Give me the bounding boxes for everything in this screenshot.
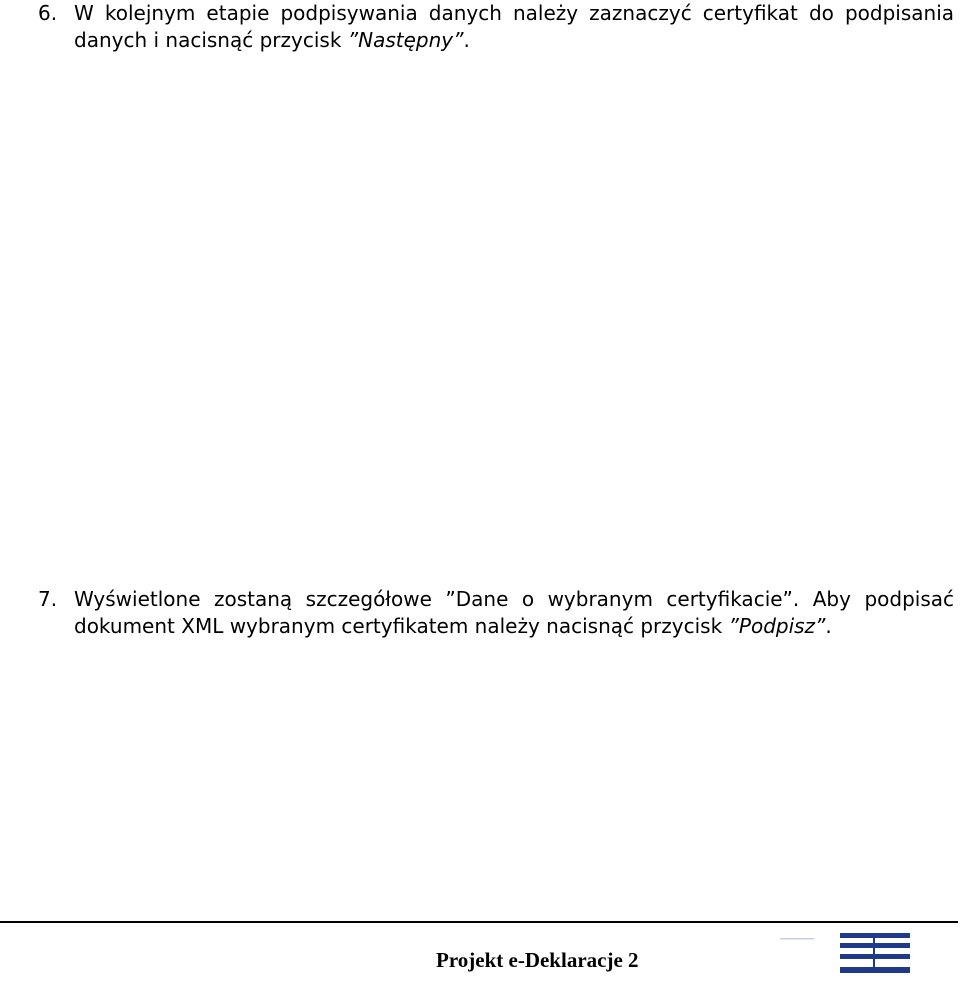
step-6 <box>38 0 954 54</box>
step-number: 7. <box>38 587 58 611</box>
step-text-plain: W kolejnym etapie podpisywania danych należy zaznaczyć certyfikat do podpisania danych i nacisnąć przycisk <box>74 1 954 52</box>
footer-divider <box>0 921 958 923</box>
step-text <box>74 586 954 640</box>
step-text <box>74 0 954 54</box>
eu-logo-icon <box>780 930 912 978</box>
step-7 <box>38 586 954 640</box>
step-text-tail: . <box>463 28 470 52</box>
step-text-plain: Wyświetlone zostaną szczegółowe ”Dane o wybranym certyfikacie”. Aby podpisać dokument XML wybranym certyfikatem należy nacisnąć przycisk <box>74 587 954 638</box>
step-number: 6. <box>38 1 58 25</box>
button-name-sign: ”Podpisz” <box>728 614 826 638</box>
footer-title: Projekt e-Deklaracje 2 <box>436 948 639 972</box>
button-name-next: ”Następny” <box>347 28 464 52</box>
step-text-tail: . <box>825 614 832 638</box>
